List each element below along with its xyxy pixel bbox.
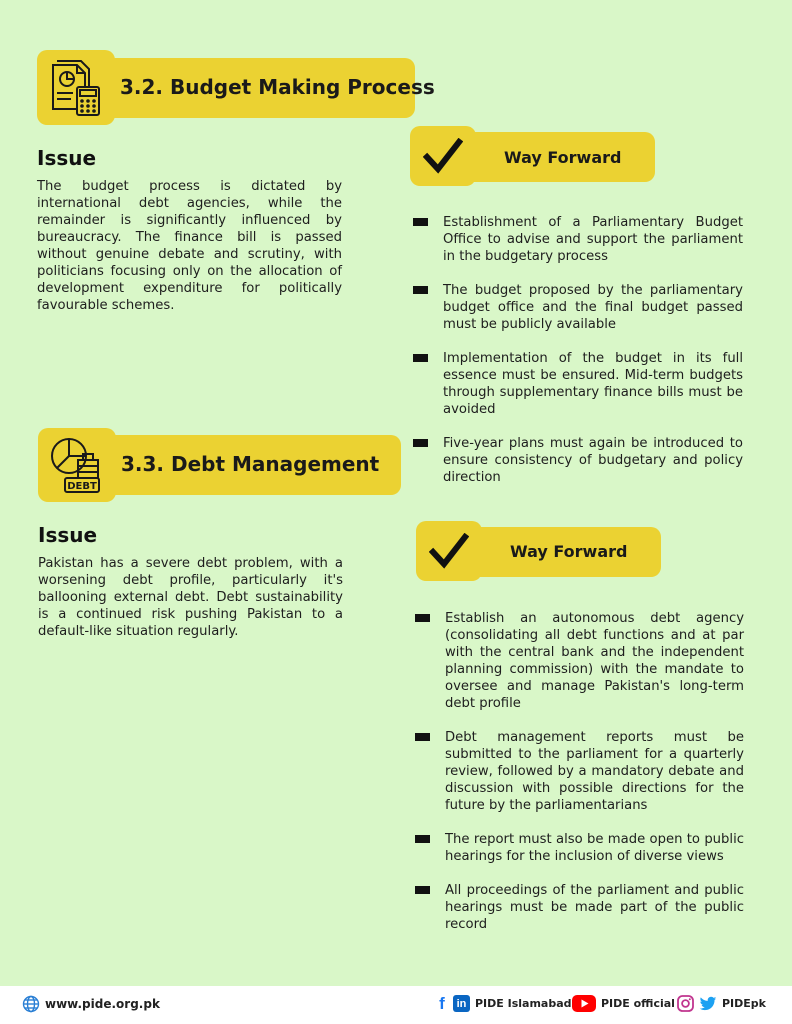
issue-text-budget: The budget process is dictated by international debt agencies, while the remainder is significantly influenced by bureaucracy. The finance bill is passed without genuine debate and scrutiny, with politicians focusing only on the allocation of development expenditure for politically favourable schemes. xyxy=(37,179,342,313)
way-forward-list-debt xyxy=(415,610,744,933)
section-title-debt: 3.3. Debt Management xyxy=(121,452,380,476)
bullet-icon xyxy=(415,733,430,741)
list-item: All proceedings of the parliament and public hearings must be made part of the public record xyxy=(415,882,744,933)
facebook-linkedin-handle: PIDE Islamabad xyxy=(475,997,572,1010)
page-footer xyxy=(0,986,792,1024)
debt-icon-box xyxy=(38,428,116,502)
section-title-budget: 3.2. Budget Making Process xyxy=(120,75,435,99)
twitter-icon xyxy=(699,996,717,1012)
way-forward-label-debt: Way Forward xyxy=(510,542,628,561)
way-forward-label-budget: Way Forward xyxy=(504,148,622,167)
instagram-icon xyxy=(677,995,694,1012)
list-item: Five-year plans must again be introduced to ensure consistency of budgetary and policy direction xyxy=(413,435,743,486)
youtube-handle: PIDE official xyxy=(601,997,675,1010)
list-item: Debt management reports must be submitted to the parliament for a quarterly review, followed by a mandatory debate and discussion with possible directions for the future by the parliamentarians xyxy=(415,729,744,814)
list-item: Implementation of the budget in its full essence must be ensured. Mid-term budgets through supplementary finance bills must be avoided xyxy=(413,350,743,418)
section-banner-budget xyxy=(37,58,435,118)
list-item: Establish an autonomous debt agency (consolidating all debt functions and at par with the central bank and the independent planning commission) with the mandate to oversee and manage Pakistan's long-term debt profile xyxy=(415,610,744,712)
facebook-linkedin-link[interactable] xyxy=(436,995,572,1012)
youtube-icon xyxy=(572,995,596,1012)
list-item: The report must also be made open to public hearings for the inclusion of diverse views xyxy=(415,831,744,865)
issue-heading-budget: Issue xyxy=(37,146,97,170)
budget-calculator-icon xyxy=(47,57,105,119)
bullet-icon xyxy=(413,286,428,294)
list-item: The budget proposed by the parliamentary budget office and the final budget passed must be publicly available xyxy=(413,282,743,333)
bullet-icon xyxy=(413,354,428,362)
issue-heading-debt: Issue xyxy=(38,523,98,547)
website-link[interactable] xyxy=(22,995,160,1013)
debt-chart-icon xyxy=(47,434,107,496)
linkedin-icon[interactable]: in xyxy=(453,995,470,1012)
youtube-link[interactable] xyxy=(572,995,675,1012)
globe-icon xyxy=(22,995,40,1013)
way-forward-list-budget xyxy=(413,214,743,486)
section-banner-debt xyxy=(38,435,401,495)
list-item: Establishment of a Parliamentary Budget Office to advise and support the parliament in the budgetary process xyxy=(413,214,743,265)
bullet-icon xyxy=(415,835,430,843)
instagram-twitter-handle: PIDEpk xyxy=(722,997,766,1010)
website-text: www.pide.org.pk xyxy=(45,997,160,1011)
facebook-icon[interactable]: f xyxy=(439,993,445,1013)
instagram-twitter-link[interactable] xyxy=(677,995,766,1012)
bullet-icon xyxy=(415,614,430,622)
check-box-budget xyxy=(410,126,476,186)
checkmark-icon xyxy=(423,138,463,174)
bullet-icon xyxy=(415,886,430,894)
bullet-icon xyxy=(413,218,428,226)
bullet-icon xyxy=(413,439,428,447)
issue-text-debt: Pakistan has a severe debt problem, with a worsening debt profile, particularly it's ballooning external debt. Debt sustainability is a continued risk pushing Pakistan to a default-like situation regularly. xyxy=(38,556,343,639)
debt-icon-text: DEBT xyxy=(67,481,97,492)
checkmark-icon xyxy=(429,533,469,569)
budget-icon-box xyxy=(37,50,115,125)
check-box-debt xyxy=(416,521,482,581)
